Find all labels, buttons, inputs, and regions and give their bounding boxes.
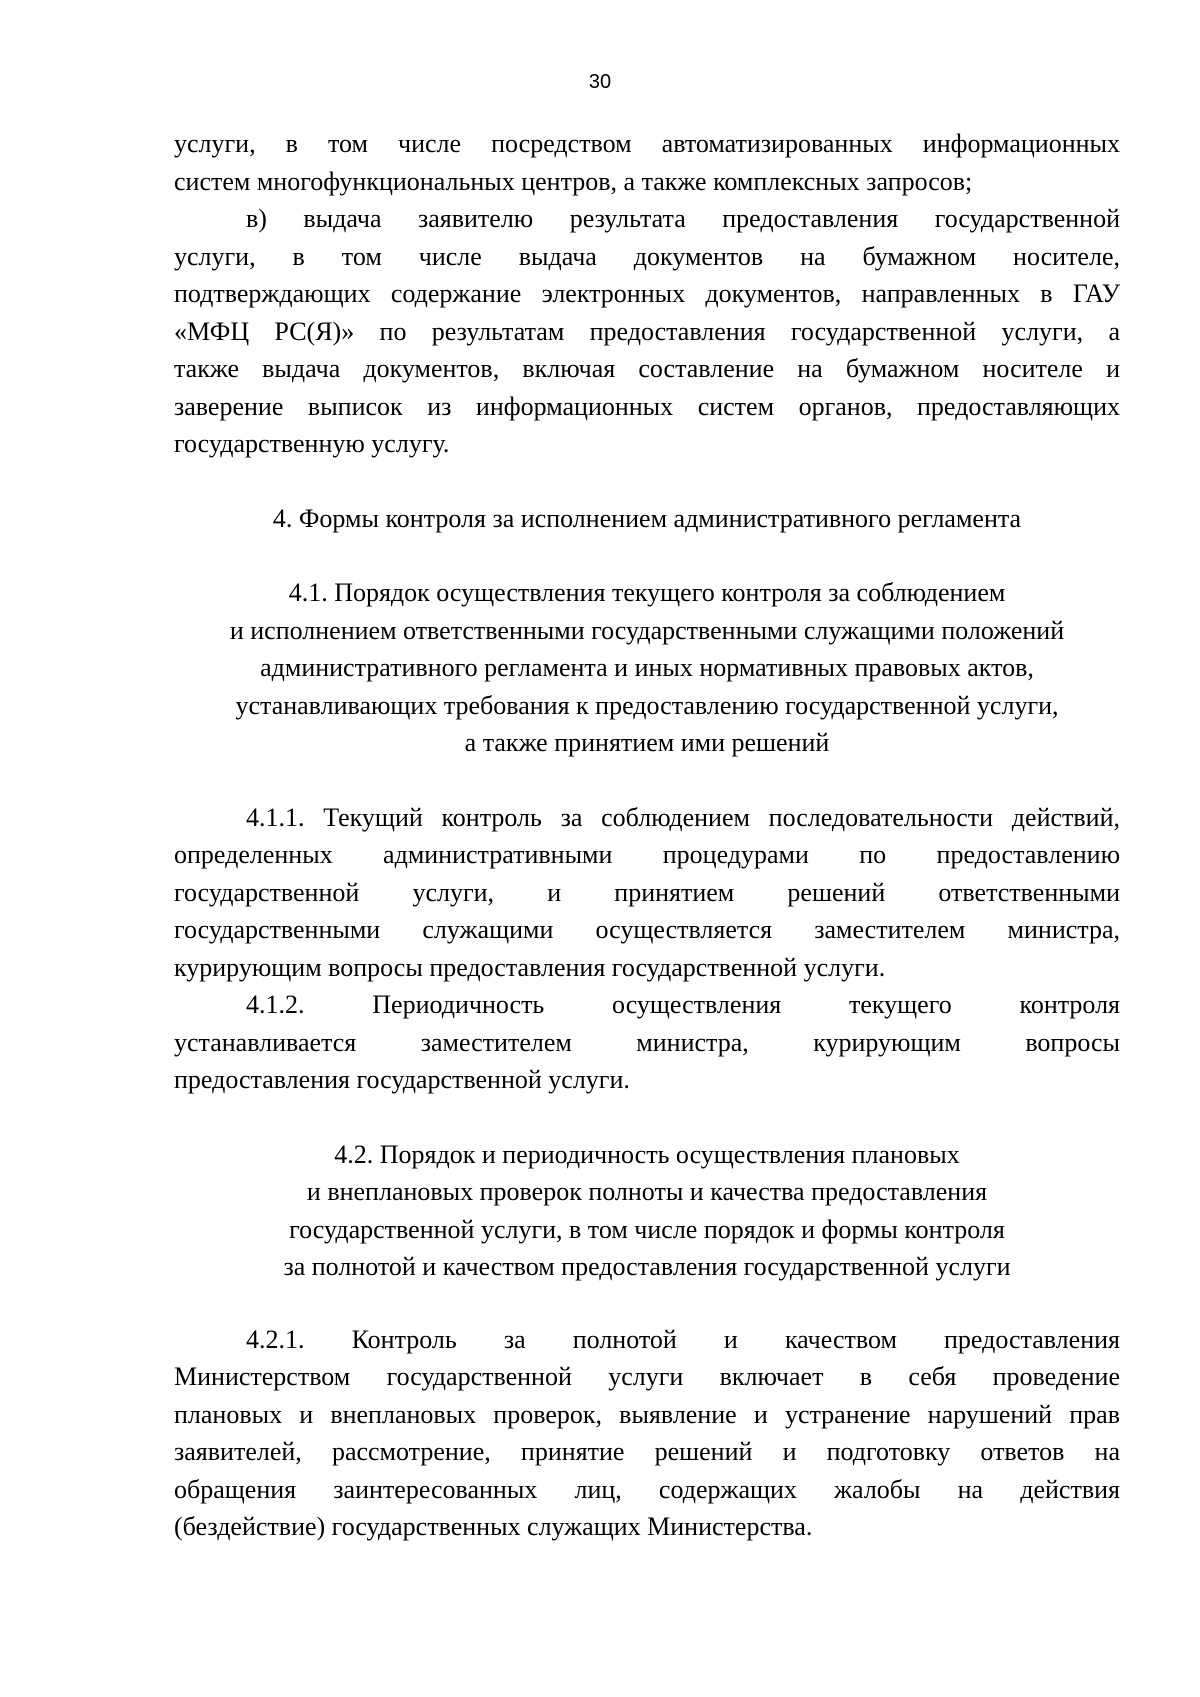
text-line: 4.2.1. Контроль за полнотой и качеством предоставления xyxy=(246,1324,1120,1354)
text-line: обращения заинтересованных лиц, содержащих жалобы на действия xyxy=(174,1474,1120,1504)
section-4-heading: 4. Формы контроля за исполнением административного регламента xyxy=(272,503,1022,533)
text-line: государственной услуги, и принятием решений ответственными xyxy=(174,877,1120,907)
text-line: плановых и внеплановых проверок, выявление и устранение нарушений прав xyxy=(174,1399,1120,1429)
text-line: заявителей, рассмотрение, принятие решений и подготовку ответов на xyxy=(174,1437,1120,1466)
heading-line: и исполнением ответственными государственными служащими положений xyxy=(229,615,1065,645)
text-line: государственными служащими осуществляется заместителем министра, xyxy=(174,915,1120,944)
text-line: 4.1.1. Текущий контроль за соблюдением последовательности действий, xyxy=(246,802,1120,832)
heading-line: устанавливающих требования к предоставлению государственной услуги, xyxy=(235,690,1059,720)
text-line: (бездействие) государственных служащих Министерства. xyxy=(174,1512,813,1541)
text-line: определенных административными процедурами по предоставлению xyxy=(174,840,1120,869)
heading-line: а также принятием ими решений xyxy=(464,728,830,757)
text-line: услуги, в том числе выдача документов на бумажном носителе, xyxy=(174,241,1120,271)
page-number: 30 xyxy=(588,71,612,93)
paragraph-4-1-1 xyxy=(174,799,1120,987)
text-line: заверение выписок из информационных систем органов, предоставляющих xyxy=(174,391,1120,421)
heading-line: административного регламента и иных нормативных правовых актов, xyxy=(260,653,1034,682)
text-line: в) выдача заявителю результата предоставления государственной xyxy=(246,204,1120,233)
document-body xyxy=(174,125,1120,1546)
paragraph-4-2-1 xyxy=(174,1321,1120,1546)
text-line: подтверждающих содержание электронных документов, направленных в ГАУ xyxy=(174,279,1120,308)
heading-line: за полнотой и качеством предоставления государственной услуги xyxy=(283,1252,1011,1281)
text-line: государственную услугу. xyxy=(174,429,450,458)
section-4-2-heading xyxy=(174,1136,1120,1286)
heading-line: 4.2. Порядок и периодичность осуществления плановых xyxy=(334,1139,960,1169)
paragraph-continuation xyxy=(174,125,1120,200)
heading-line: и внеплановых проверок полноты и качества предоставления xyxy=(306,1177,988,1206)
section-4-1-heading xyxy=(174,574,1120,762)
text-line: также выдача документов, включая составление на бумажном носителе и xyxy=(174,354,1120,383)
text-line: «МФЦ РС(Я)» по результатам предоставления государственной услуги, а xyxy=(174,316,1120,346)
text-line: устанавливается заместителем министра, курирующим вопросы xyxy=(174,1027,1120,1057)
heading-line: 4.1. Порядок осуществления текущего контроля за соблюдением xyxy=(288,578,1006,607)
text-line: систем многофункциональных центров, а также комплексных запросов; xyxy=(174,166,973,196)
heading-line: государственной услуги, в том числе порядок и формы контроля xyxy=(289,1214,1005,1244)
paragraph-4-1-2 xyxy=(174,986,1120,1099)
text-line: услуги, в том числе посредством автоматизированных информационных xyxy=(174,129,1120,158)
text-line: 4.1.2. Периодичность осуществления текущего контроля xyxy=(246,990,1120,1019)
text-line: Министерством государственной услуги включает в себя проведение xyxy=(174,1362,1120,1391)
text-line: курирующим вопросы предоставления государственной услуги. xyxy=(174,952,886,982)
paragraph-item-v xyxy=(174,200,1120,463)
text-line: предоставления государственной услуги. xyxy=(174,1065,630,1094)
